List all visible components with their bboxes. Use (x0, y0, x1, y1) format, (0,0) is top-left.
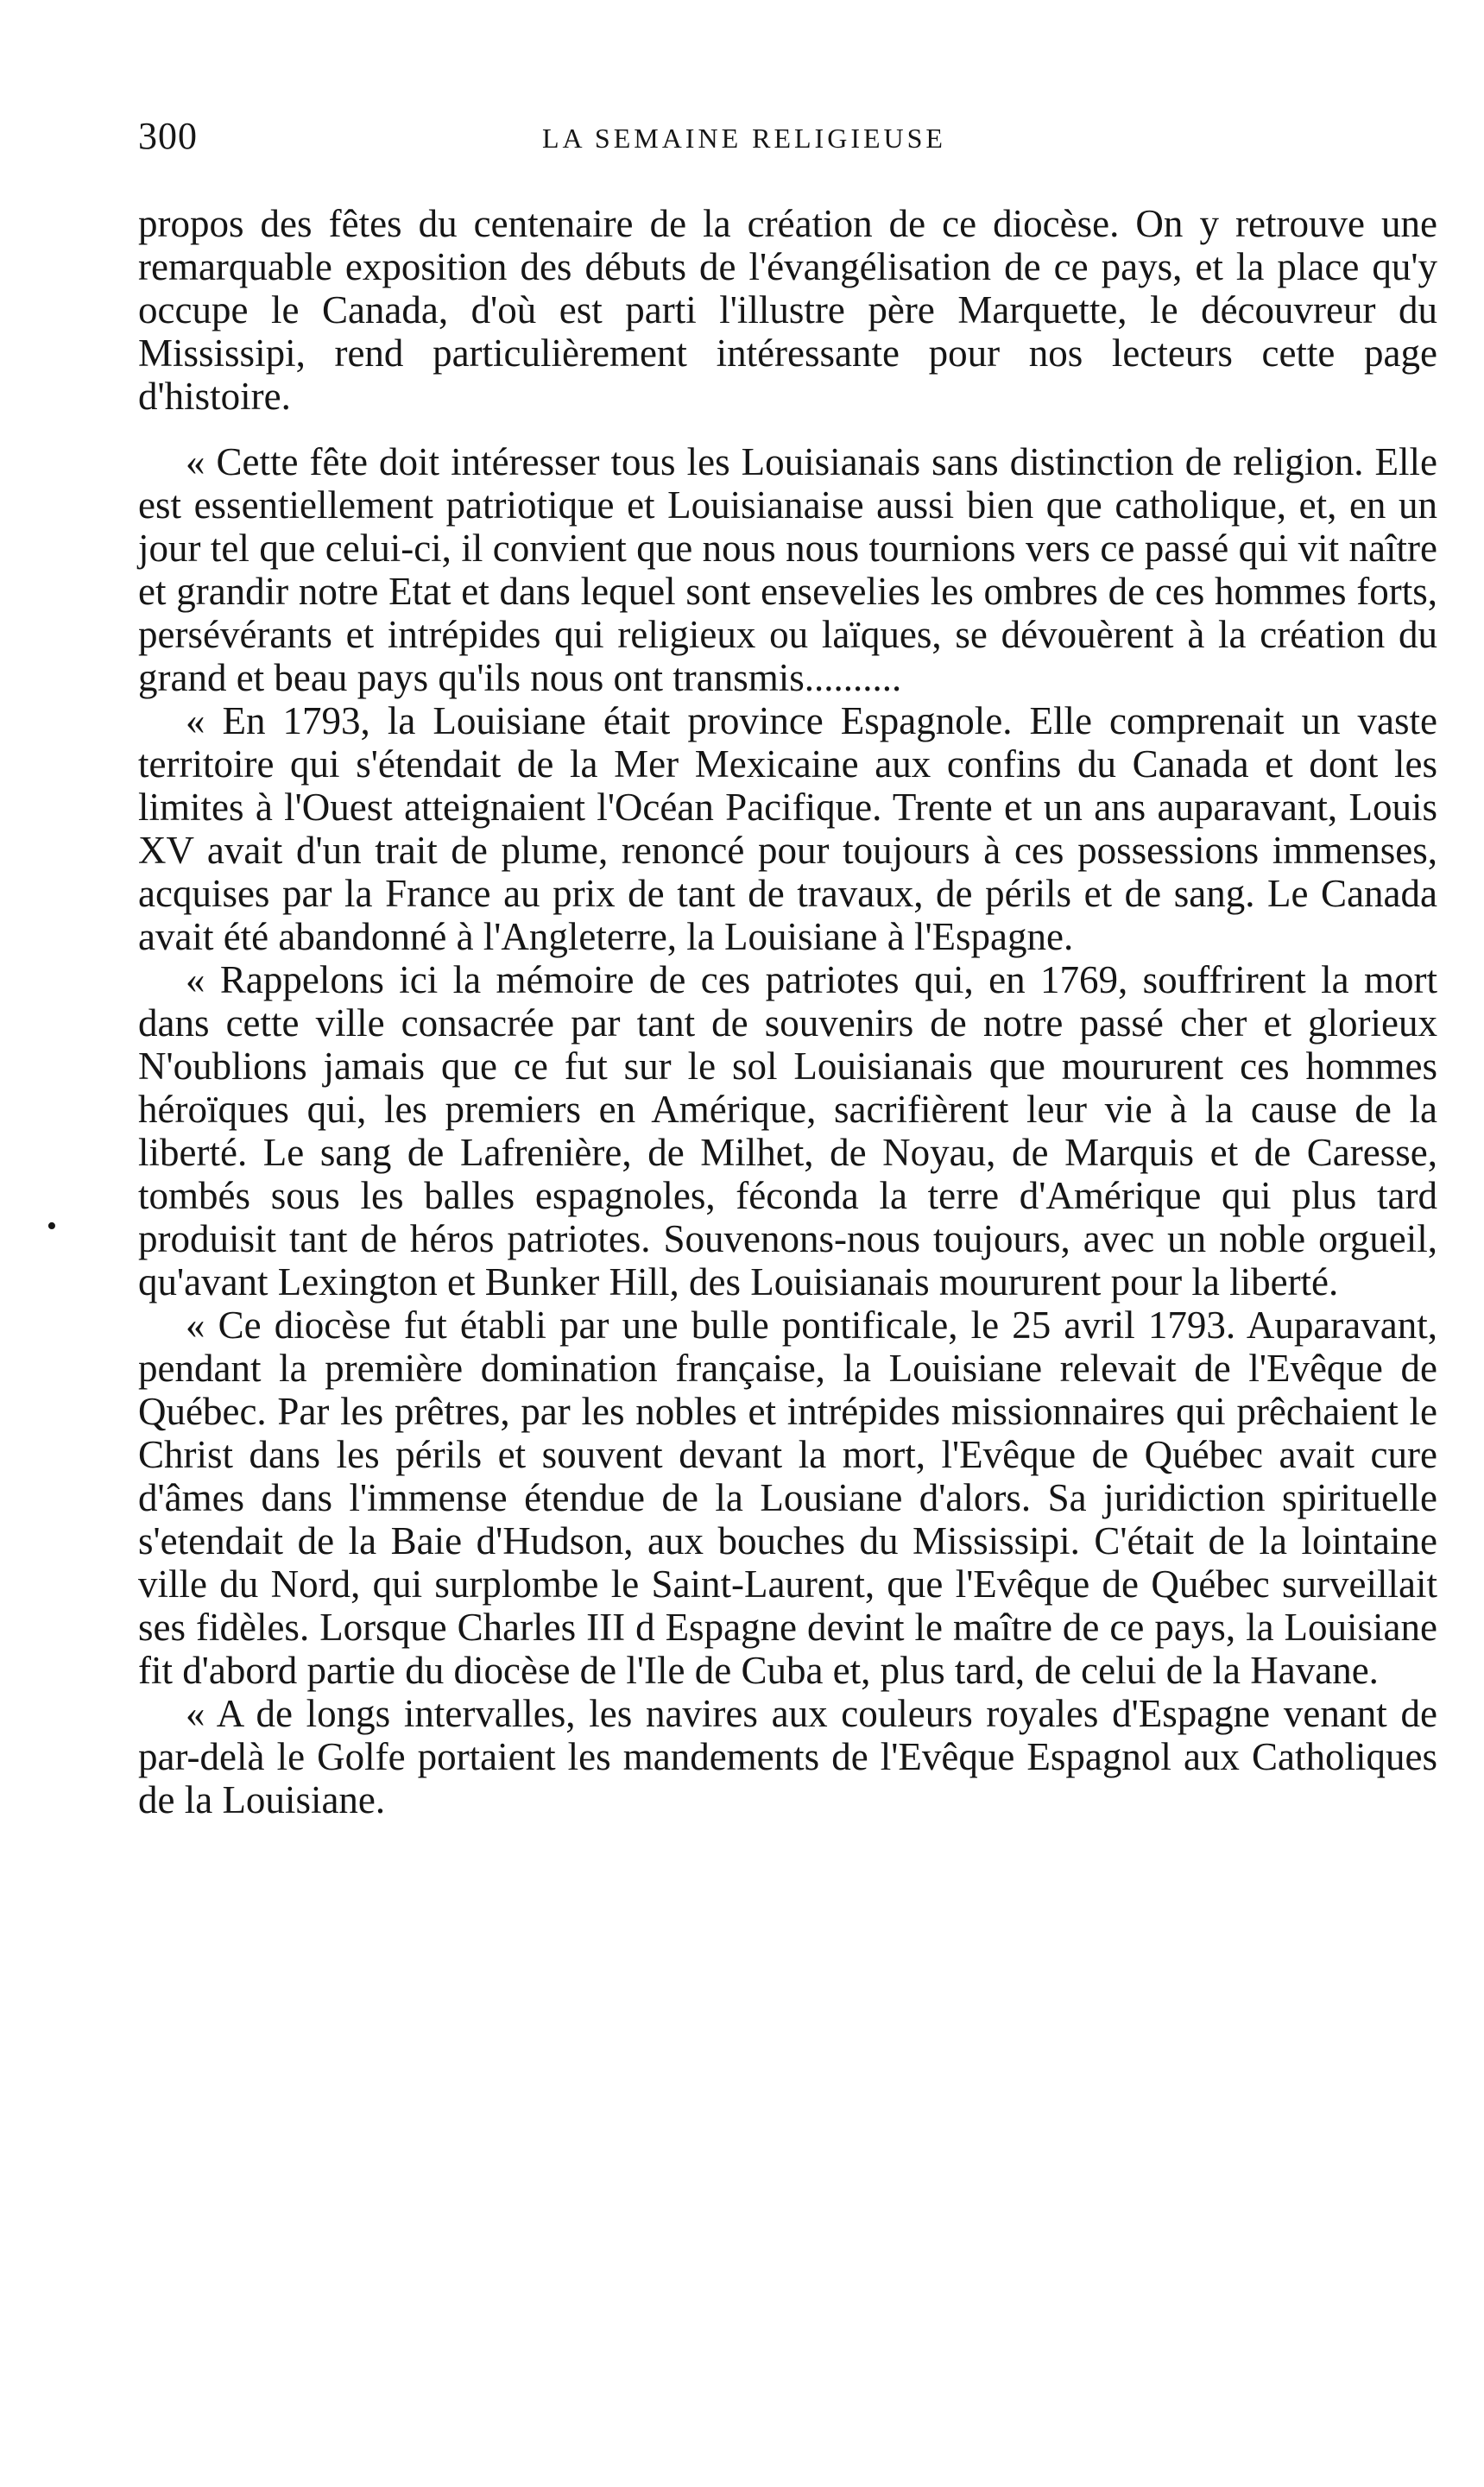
page-number: 300 (138, 115, 198, 157)
body-text (138, 202, 1437, 1821)
journal-title: LA SEMAINE RELIGIEUSE (542, 123, 946, 154)
paragraph-quote-fete: « Cette fête doit intéresser tous les Louisianais sans distinction de religion. Elle est essentiellement patriotique et Louisianaise aussi bien que catholique, et, en un jour tel que celui-ci, il convient que nous nous tournions vers ce passé qui vit naître et grandir notre Etat et dans lequel sont ensevelies les ombres de ces hommes forts, persévérants et intrépides qui religieux ou laïques, se dévouèrent à la création du grand et beau pays qu'ils nous ont transmis.......... (138, 440, 1437, 699)
margin-dot-mark: • (47, 1210, 57, 1242)
paragraph-quote-rappelons: « Rappelons ici la mémoire de ces patriotes qui, en 1769, souffrirent la mort dans cette ville consacrée par tant de souvenirs de notre passé cher et glorieux N'oublions jamais que ce fut sur le sol Louisianais que moururent ces hommes héroïques qui, les premiers en Amérique, sacrifièrent leur vie à la cause de la liberté. Le sang de Lafrenière, de Milhet, de Noyau, de Marquis et de Caresse, tombés sous les balles espagnoles, féconda la terre d'Amérique qui plus tard produisit tant de héros patriotes. Souvenons-nous toujours, avec un noble orgueil, qu'avant Lexington et Bunker Hill, des Louisianais moururent pour la liberté. (138, 958, 1437, 1303)
paragraph-quote-1793: « En 1793, la Louisiane était province Espagnole. Elle comprenait un vaste territoire qui s'étendait de la Mer Mexicaine aux confins du Canada et dont les limites à l'Ouest atteignaient l'Océan Pacifique. Trente et un ans auparavant, Louis XV avait d'un trait de plume, renoncé pour toujours à ces possessions immenses, acquises par la France au prix de tant de travaux, de périls et de sang. Le Canada avait été abandonné à l'Angleterre, la Louisiane à l'Espagne. (138, 699, 1437, 958)
running-head (138, 110, 1433, 162)
paragraph-quote-diocese: « Ce diocèse fut établi par une bulle pontificale, le 25 avril 1793. Auparavant, pendant la première domination française, la Louisiane relevait de l'Evêque de Québec. Par les prêtres, par les nobles et intrépides missionnaires qui prêchaient le Christ dans les périls et souvent devant la mort, l'Evêque de Québec avait cure d'âmes dans l'immense étendue de la Lousiane d'alors. Sa juridiction spirituelle s'etendait de la Baie d'Hudson, aux bouches du Mississipi. C'était de la lointaine ville du Nord, qui surplombe le Saint-Laurent, que l'Evêque de Québec surveillait ses fidèles. Lorsque Charles III d Espagne devint le maître de ce pays, la Louisiane fit d'abord partie du diocèse de l'Ile de Cuba et, plus tard, de celui de la Havane. (138, 1303, 1437, 1692)
paragraph-quote-navires: « A de longs intervalles, les navires aux couleurs royales d'Espagne venant de par-delà le Golfe portaient les mandements de l'Evêque Espagnol aux Catholiques de la Louisiane. (138, 1692, 1437, 1821)
paragraph-intro: propos des fêtes du centenaire de la création de ce diocèse. On y retrouve une remarquable exposition des débuts de l'évangélisation de ce pays, et la place qu'y occupe le Canada, d'où est parti l'illustre père Marquette, le découvreur du Mississipi, rend particulièrement intéressante pour nos lecteurs cette page d'histoire. (138, 202, 1437, 418)
